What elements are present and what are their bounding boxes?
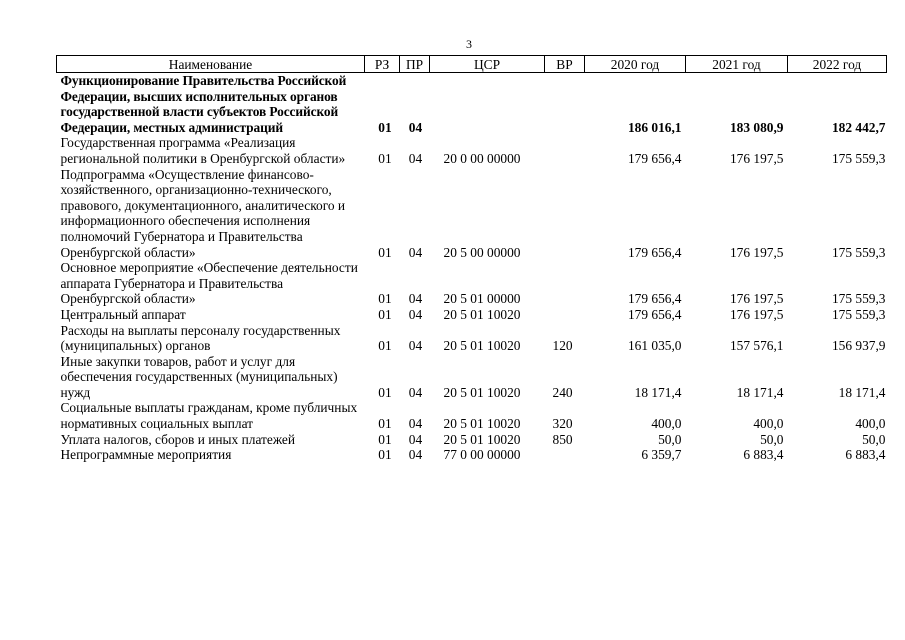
- cell-y2022: 50,0: [862, 431, 886, 447]
- cell-csr: 20 5 01 10020: [443, 431, 521, 447]
- cell-pr: 04: [408, 306, 423, 322]
- cell-csr: 20 5 01 00000: [443, 291, 521, 307]
- cell-y2022: 182 442,7: [831, 119, 886, 135]
- cell-vr: [545, 447, 585, 463]
- cell-y2020: 179 656,4: [627, 291, 682, 307]
- cell-name: Основное мероприятие «Обеспечение деятельности аппарата Губернатора и Правительства Оренбургской области»: [60, 260, 358, 307]
- cell-y2020: 179 656,4: [627, 244, 682, 260]
- cell-rz: 01: [378, 416, 392, 432]
- cell-name: Непрограммные мероприятия: [60, 447, 232, 463]
- cell-y2021: 176 197,5: [729, 150, 784, 166]
- cell-pr: 04: [408, 338, 423, 354]
- cell-csr: [430, 73, 545, 136]
- cell-vr: 850: [552, 431, 573, 447]
- cell-y2020: 6 359,7: [641, 447, 682, 463]
- cell-pr: 04: [408, 431, 423, 447]
- cell-y2022: 400,0: [855, 416, 886, 432]
- table-row: [57, 135, 887, 166]
- cell-y2020: 50,0: [658, 431, 682, 447]
- table-row: [57, 354, 887, 401]
- cell-pr: 04: [408, 244, 423, 260]
- cell-vr: [545, 167, 585, 261]
- header-name: Наименование: [57, 56, 365, 73]
- table-row: [57, 323, 887, 354]
- cell-pr: 04: [408, 150, 423, 166]
- table-header-row: [57, 56, 887, 73]
- table-row: [57, 432, 887, 448]
- cell-y2020: 179 656,4: [627, 306, 682, 322]
- cell-csr: 20 5 01 10020: [443, 338, 521, 354]
- cell-y2022: 18 171,4: [838, 384, 886, 400]
- cell-y2021: 18 171,4: [736, 384, 784, 400]
- cell-name: Подпрограмма «Осуществление финансово-хозяйственного, организационно-технического, правового, документационного, аналитического и информационного обеспечения исполнения полномочий Губернатора и Правительства Оренбургской области»: [60, 166, 346, 260]
- cell-pr: 04: [408, 291, 423, 307]
- cell-csr: 20 5 01 10020: [443, 384, 521, 400]
- page-number: 3: [466, 37, 472, 51]
- cell-csr: 20 5 00 00000: [443, 244, 521, 260]
- table-row: [57, 260, 887, 307]
- cell-vr: [545, 135, 585, 166]
- cell-y2022: 6 883,4: [845, 447, 886, 463]
- header-2020: 2020 год: [585, 56, 686, 73]
- cell-y2020: 161 035,0: [627, 338, 682, 354]
- cell-name: Иные закупки товаров, работ и услуг для обеспечения государственных (муниципальных) нужд: [60, 353, 338, 400]
- cell-name: Центральный аппарат: [60, 306, 186, 322]
- cell-y2022: 175 559,3: [831, 150, 886, 166]
- cell-rz: 01: [378, 447, 392, 463]
- cell-vr: 320: [552, 416, 573, 432]
- cell-vr: 240: [552, 384, 573, 400]
- header-2022: 2022 год: [788, 56, 887, 73]
- cell-y2022: 175 559,3: [831, 291, 886, 307]
- cell-y2020: 400,0: [651, 416, 682, 432]
- cell-y2022: 175 559,3: [831, 306, 886, 322]
- cell-vr: [545, 260, 585, 307]
- cell-vr: [545, 73, 585, 136]
- cell-y2021: 183 080,9: [729, 119, 784, 135]
- cell-csr: 77 0 00 00000: [443, 447, 521, 463]
- table-row: [57, 307, 887, 323]
- cell-y2022: 156 937,9: [831, 338, 886, 354]
- cell-name: Уплата налогов, сборов и иных платежей: [60, 431, 296, 447]
- cell-rz: 01: [378, 244, 392, 260]
- cell-y2021: 157 576,1: [729, 338, 784, 354]
- cell-y2021: 176 197,5: [729, 306, 784, 322]
- cell-name: Расходы на выплаты персоналу государственных (муниципальных) органов: [60, 322, 341, 354]
- budget-table: [56, 55, 887, 463]
- cell-name: Государственная программа «Реализация региональной политики в Оренбургской области»: [60, 135, 346, 166]
- cell-pr: 04: [408, 447, 423, 463]
- cell-vr: 120: [552, 338, 573, 354]
- cell-y2021: 176 197,5: [729, 291, 784, 307]
- cell-y2020: 18 171,4: [634, 384, 682, 400]
- cell-y2020: 186 016,1: [627, 119, 682, 135]
- cell-rz: 01: [378, 384, 392, 400]
- cell-csr: 20 5 01 10020: [443, 306, 521, 322]
- cell-y2021: 400,0: [753, 416, 784, 432]
- table-row: [57, 73, 887, 136]
- header-csr: ЦСР: [430, 56, 545, 73]
- cell-rz: 01: [378, 306, 392, 322]
- cell-y2021: 176 197,5: [729, 244, 784, 260]
- cell-y2020: 179 656,4: [627, 150, 682, 166]
- table-row: [57, 400, 887, 431]
- cell-pr: 04: [408, 384, 423, 400]
- cell-y2021: 50,0: [760, 431, 784, 447]
- cell-y2021: 6 883,4: [743, 447, 784, 463]
- header-rz: РЗ: [365, 56, 400, 73]
- cell-rz: 01: [378, 150, 392, 166]
- cell-rz: 01: [378, 338, 392, 354]
- cell-rz: 01: [378, 291, 392, 307]
- header-pr: ПР: [400, 56, 430, 73]
- cell-csr: 20 5 01 10020: [443, 416, 521, 432]
- cell-pr: 04: [408, 416, 423, 432]
- cell-vr: [545, 307, 585, 323]
- header-2021: 2021 год: [686, 56, 788, 73]
- table-body: [57, 73, 887, 463]
- cell-name: Социальные выплаты гражданам, кроме публичных нормативных социальных выплат: [60, 400, 358, 432]
- cell-y2022: 175 559,3: [831, 244, 886, 260]
- cell-name: Функционирование Правительства Российской Федерации, высших исполнительных органов государственной власти субъектов Российской Федерации, местных администраций: [60, 73, 347, 135]
- cell-rz: 01: [378, 119, 392, 135]
- cell-csr: 20 0 00 00000: [443, 150, 521, 166]
- cell-rz: 01: [378, 431, 392, 447]
- table-row: [57, 447, 887, 463]
- header-vr: ВР: [545, 56, 585, 73]
- table-row: [57, 167, 887, 261]
- cell-pr: 04: [408, 119, 423, 135]
